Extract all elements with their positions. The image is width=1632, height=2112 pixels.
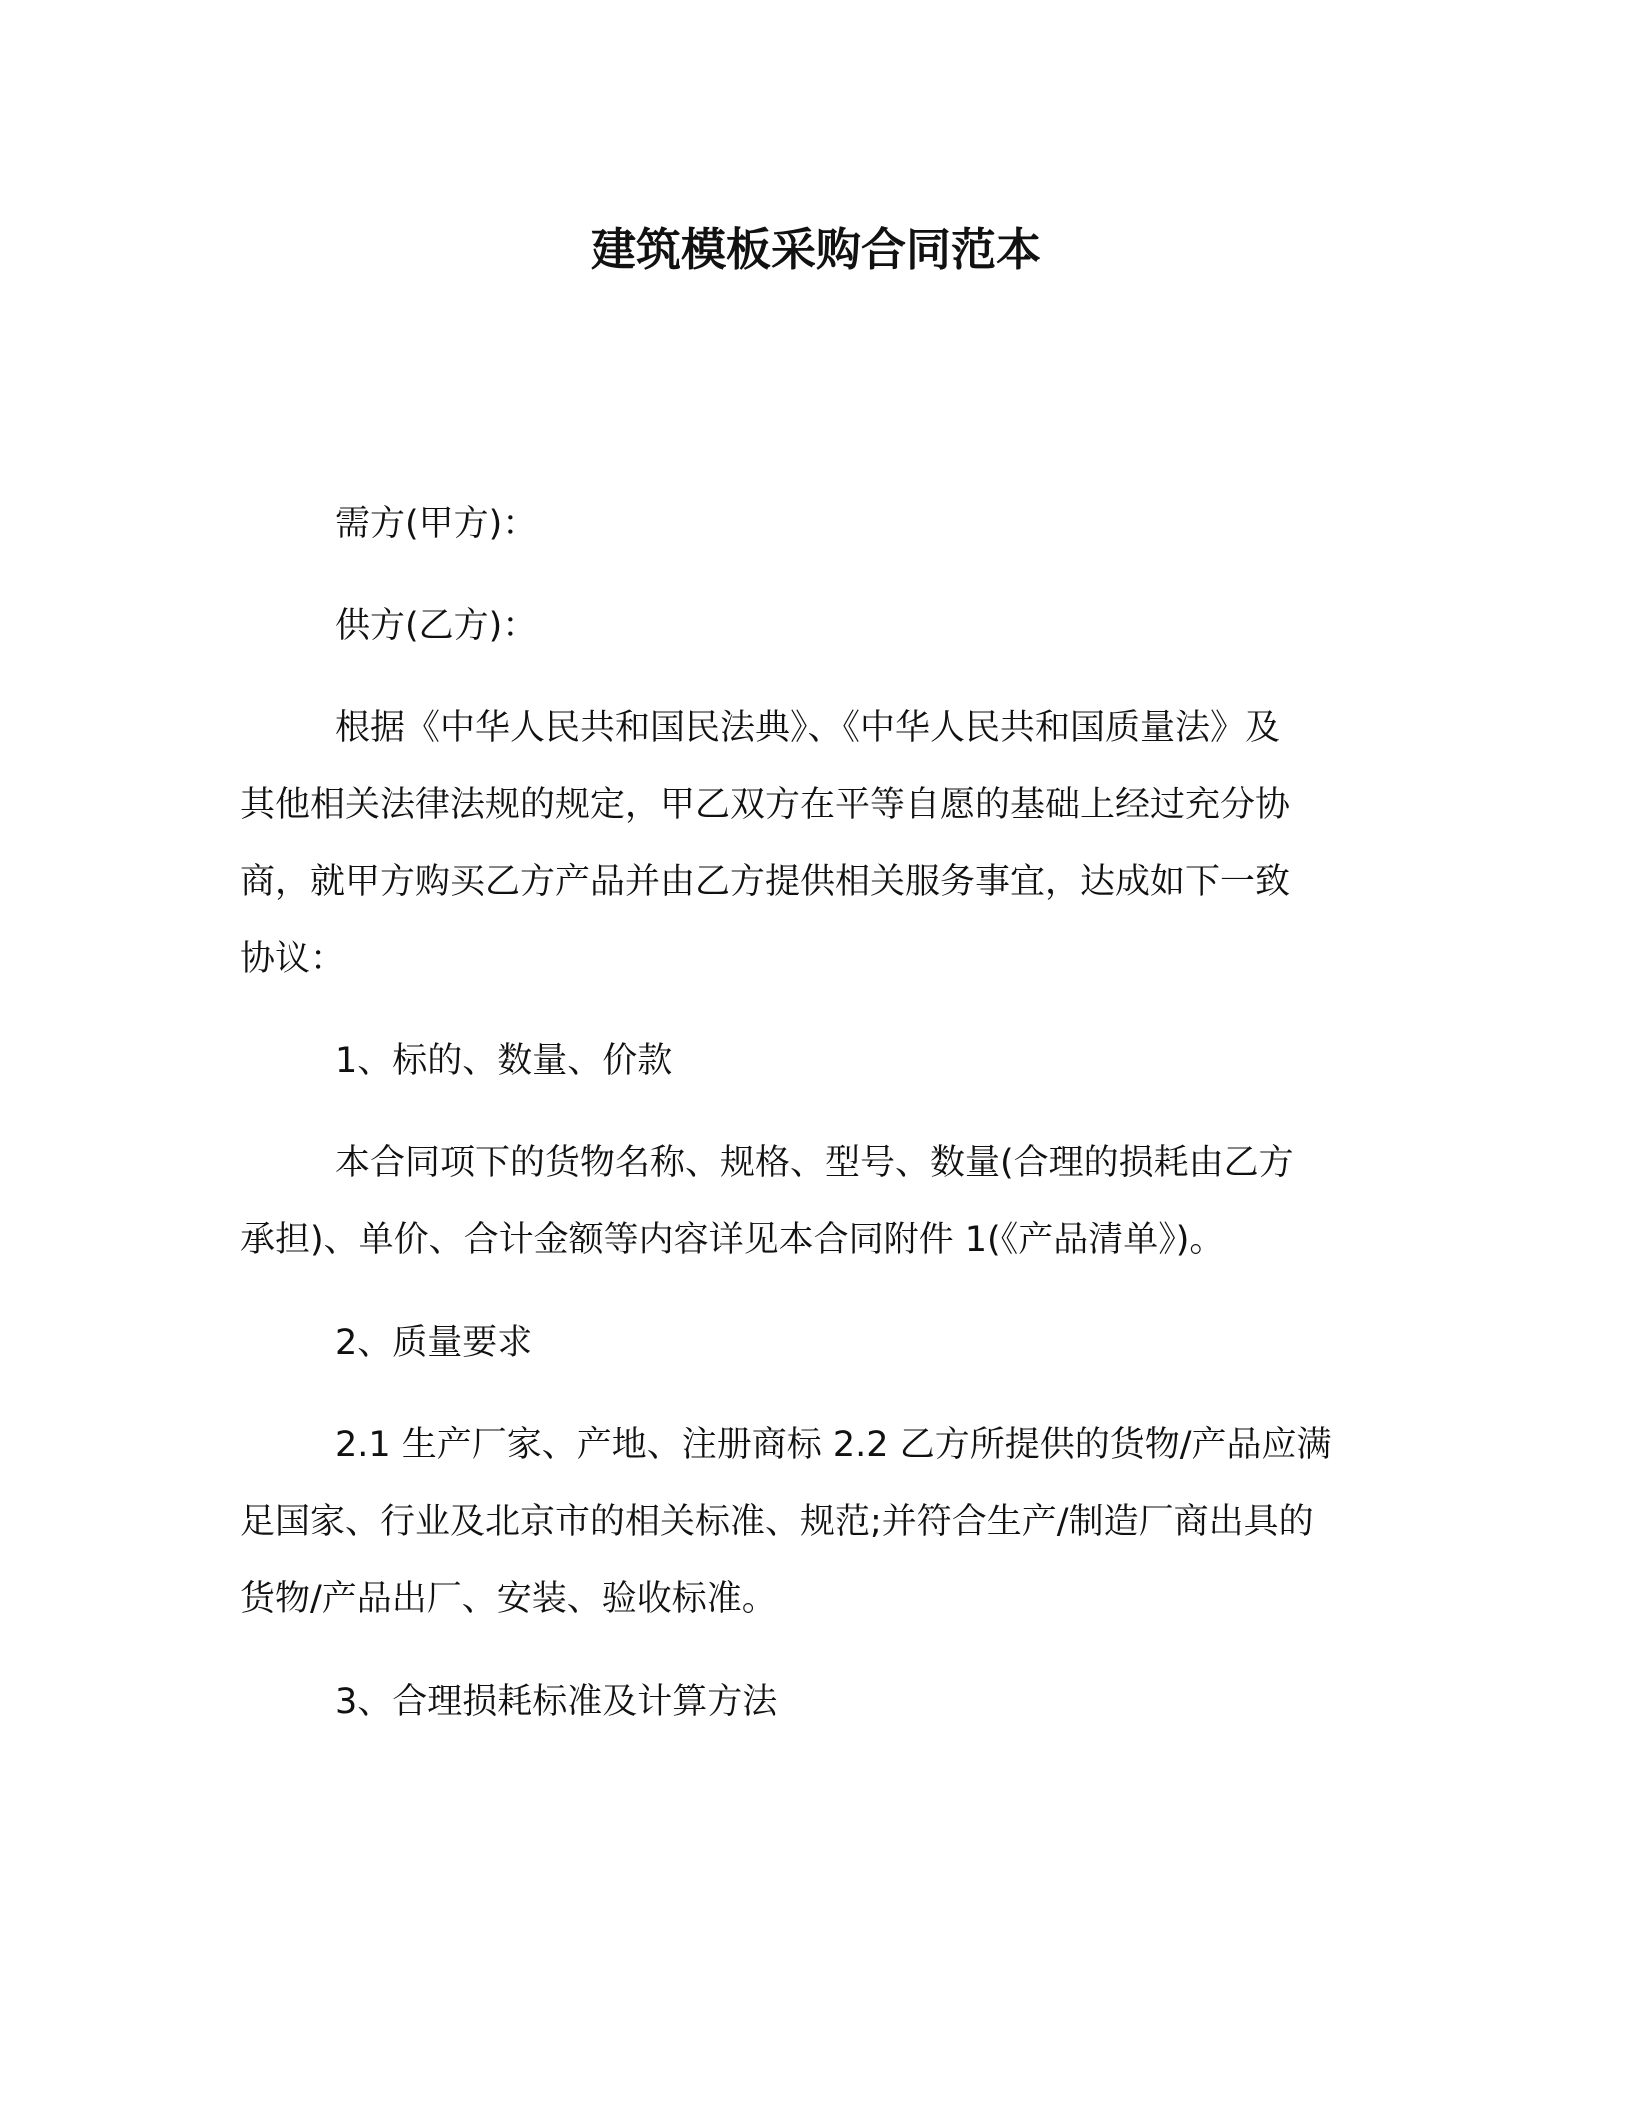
section-1-heading-line	[240, 1023, 1375, 1100]
section-1-line: 本合同项下的货物名称、规格、型号、数量(合理的损耗由乙方	[335, 1143, 1294, 1183]
section-1-heading: 1、标的、数量、价款	[335, 1041, 673, 1081]
document-title: 建筑模板采购合同范本	[590, 223, 1041, 276]
party-b-label: 供方(乙方)：	[335, 606, 538, 646]
intro-line: 商，就甲方购买乙方产品并由乙方提供相关服务事宜，达成如下一致	[240, 862, 1291, 902]
intro-line: 根据《中华人民共和国民法典》、《中华人民共和国质量法》及	[335, 708, 1281, 748]
party-a-label: 需方(甲方)：	[335, 504, 538, 544]
section-2-heading: 2、质量要求	[335, 1323, 533, 1363]
intro-line: 其他相关法律法规的规定，甲乙双方在平等自愿的基础上经过充分协	[240, 785, 1291, 825]
section-3-heading: 3、合理损耗标准及计算方法	[335, 1682, 778, 1722]
intro-line: 协议：	[240, 939, 346, 979]
intro-paragraph	[240, 690, 1375, 998]
section-2-line: 2.1 生产厂家、产地、注册商标 2.2 乙方所提供的货物/产品应满	[335, 1425, 1332, 1465]
section-2-line: 足国家、行业及北京市的相关标准、规范;并符合生产/制造厂商出具的	[240, 1502, 1314, 1542]
section-2-paragraph	[240, 1407, 1375, 1638]
section-1-paragraph	[240, 1125, 1375, 1279]
party-a-line	[240, 486, 1375, 563]
section-3-heading-line	[240, 1664, 1375, 1741]
section-2-heading-line	[240, 1305, 1375, 1382]
section-1-line: 承担)、单价、合计金额等内容详见本合同附件 1(《产品清单》)。	[240, 1220, 1225, 1260]
section-2-line: 货物/产品出厂、安装、验收标准。	[240, 1579, 777, 1619]
party-b-line	[240, 588, 1375, 665]
